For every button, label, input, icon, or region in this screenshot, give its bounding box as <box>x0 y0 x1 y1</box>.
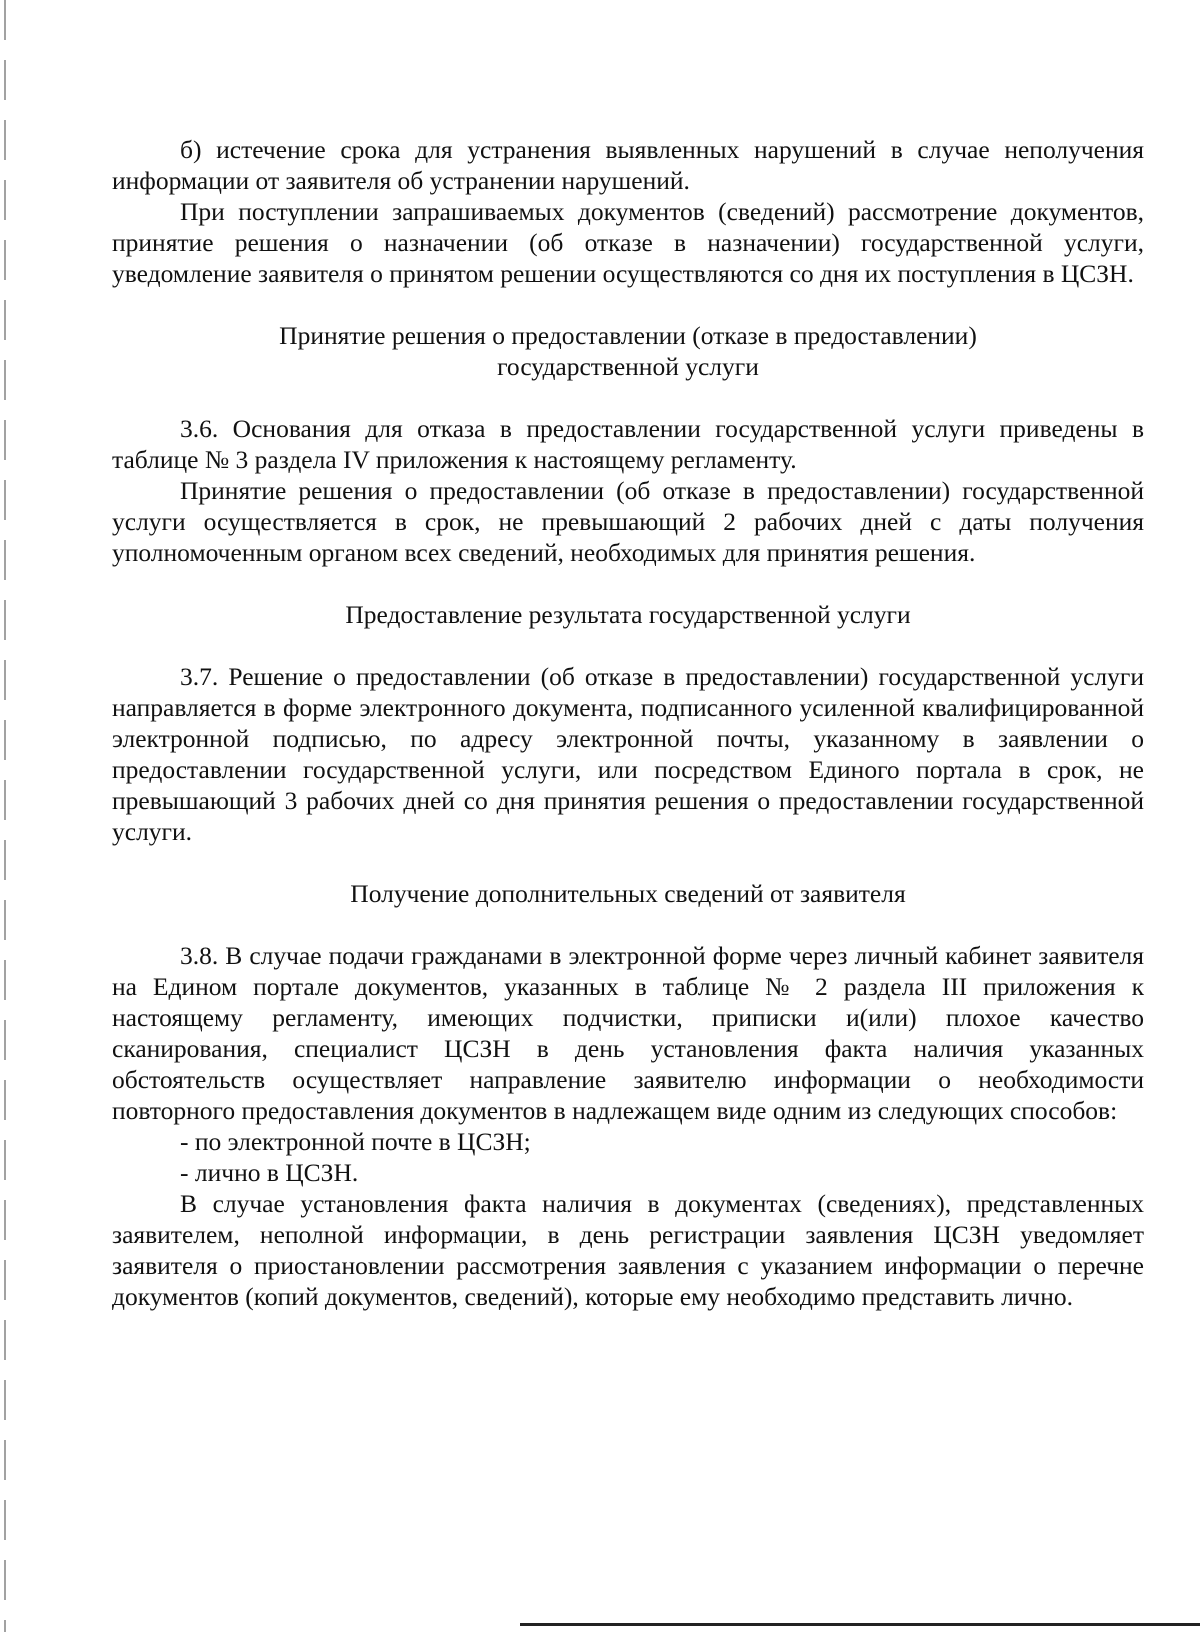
paragraph-3-6: 3.6. Основания для отказа в предоставлении государственной услуги приведены в таблице № 3 раздела IV приложения к настоящему регламенту. <box>112 414 1144 474</box>
heading-additional-info: Получение дополнительных сведений от заявителя <box>350 879 906 908</box>
scan-edge-left <box>4 0 6 1632</box>
paragraph-decision-term: Принятие решения о предоставлении (об отказе в предоставлении) государственной услуги осуществляется в срок, не превышающий 2 рабочих дней с даты получения уполномоченным органом всех сведений, необходимых для принятия решения. <box>112 476 1144 567</box>
list-item-email: - по электронной почте в ЦСЗН; <box>180 1127 531 1156</box>
scan-edge-bottom <box>520 1623 1200 1626</box>
heading-decision-line-2: государственной услуги <box>497 352 759 381</box>
paragraph-documents-received: При поступлении запрашиваемых документов (сведений) рассмотрение документов, принятие решения о назначении (об отказе в назначении) государственной услуги, уведомление заявителя о принятом решении осуществляются со дня их поступления в ЦСЗН. <box>112 197 1144 288</box>
heading-decision-line-1: Принятие решения о предоставлении (отказе в предоставлении) <box>279 321 977 350</box>
paragraph-3-8: 3.8. В случае подачи гражданами в электронной форме через личный кабинет заявителя на Едином портале документов, указанных в таблице № 2 раздела III приложения к настоящему регламенту, имеющих подчистки, приписки и(или) плохое качество сканирования, специалист ЦСЗН в день установления факта наличия указанных обстоятельств осуществляет направление заявителю информации о необходимости повторного предоставления документов в надлежащем виде одним из следующих способов: <box>112 941 1144 1125</box>
list-item-in-person: - лично в ЦСЗН. <box>180 1158 359 1187</box>
paragraph-incomplete-info: В случае установления факта наличия в документах (сведениях), представленных заявителем, неполной информации, в день регистрации заявления ЦСЗН уведомляет заявителя о приостановлении рассмотрения заявления с указанием информации о перечне документов (копий документов, сведений), которые ему необходимо представить лично. <box>112 1189 1144 1311</box>
document-page <box>112 134 1144 1312</box>
heading-decision <box>112 320 1144 382</box>
paragraph-3-7: 3.7. Решение о предоставлении (об отказе в предоставлении) государственной услуги направляется в форме электронного документа, подписанного усиленной квалифицированной электронной подписью, по адресу электронной почты, указанному в заявлении о предоставлении государственной услуги, или посредством Единого портала в срок, не превышающий 3 рабочих дней со дня принятия решения о предоставлении государственной услуги. <box>112 662 1144 846</box>
heading-result: Предоставление результата государственной услуги <box>345 600 911 629</box>
paragraph-b: б) истечение срока для устранения выявленных нарушений в случае неполучения информации от заявителя об устранении нарушений. <box>112 135 1144 195</box>
